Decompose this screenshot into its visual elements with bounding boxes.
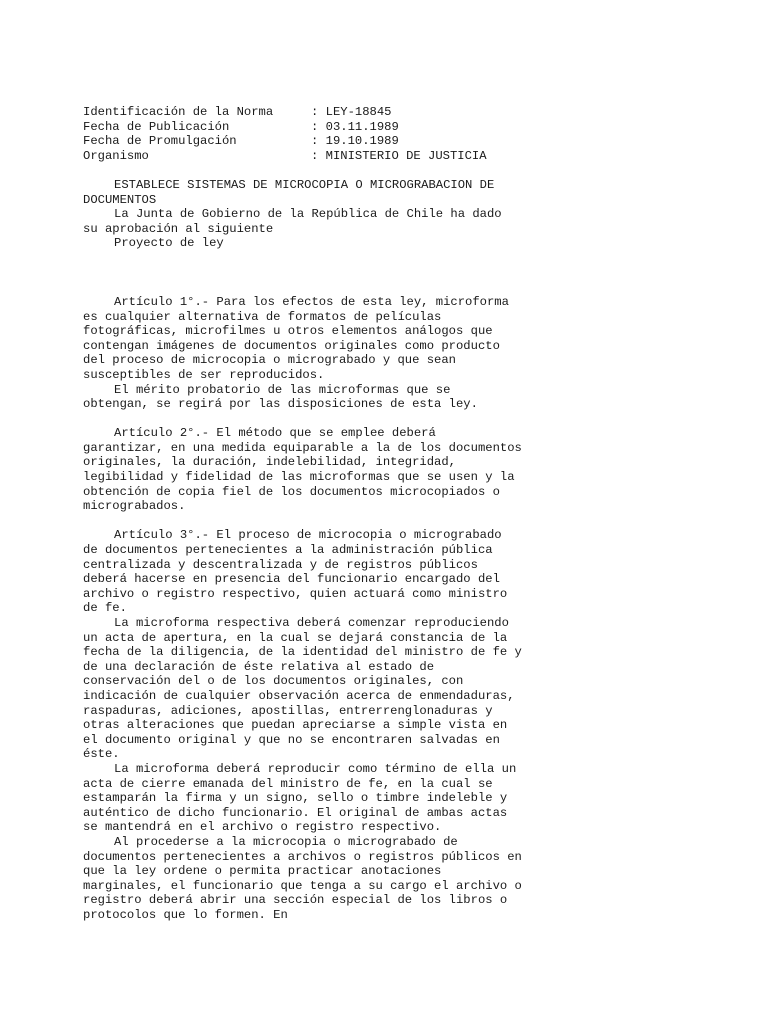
meta-value: : 19.10.1989	[311, 134, 399, 149]
meta-value: : 03.11.1989	[311, 119, 399, 134]
document-page	[83, 105, 523, 922]
meta-key: Identificación de la Norma	[83, 105, 274, 119]
intro-proyecto: Proyecto de ley	[114, 236, 224, 251]
meta-row-norma	[83, 105, 523, 120]
article-3-paragraph: Al procederse a la microcopia o micrograbado de documentos pertenecientes a archivos o registros públicos en que la ley ordene o permita practicar anotaciones marginales, el funcionario que tenga a su cargo el archivo o registro deberá abrir una sección especial de los libros o protocolos que lo formen. En	[83, 834, 522, 922]
metadata-block	[83, 105, 523, 163]
meta-value: : MINISTERIO DE JUSTICIA	[311, 148, 487, 163]
article-3	[83, 528, 523, 922]
intro-paragraph: La Junta de Gobierno de la República de Chile ha dado su aprobación al siguiente	[83, 207, 502, 236]
article-3-paragraph: La microforma respectiva deberá comenzar reproduciendo un acta de apertura, en la cual se dejará constancia de la fecha de la diligencia, de la identidad del ministro de fe y de una declaración de éste relativa al estado de conservación del o de los documentos originales, con indicación de cualquier observación acerca de enmendaduras, raspaduras, adiciones, apostillas, entrerrenglonaduras y otras alteraciones que puedan apreciarse a simple vista en el documento original y que no se encontraren salvadas en éste.	[83, 616, 522, 762]
article-2-paragraph: Artículo 2°.- El método que se emplee deberá garantizar, en una medida equiparable a la de los documentos originales, la duración, indelebilidad, integridad, legibilidad y fidelidad de las microformas que se usen y la obtención de copia fiel de los documentos microcopiados o micrograbados.	[83, 426, 522, 514]
meta-row-promulgacion	[83, 134, 523, 149]
meta-row-publicacion	[83, 120, 523, 135]
article-3-paragraph: Artículo 3°.- El proceso de microcopia o micrograbado de documentos pertenecientes a la administración pública centralizada y descentralizada y de registros públicos deberá hacerse en presencia del funcionario encargado del archivo o registro respectivo, quien actuará como ministro de fe.	[83, 528, 508, 616]
article-1	[83, 295, 523, 412]
article-1-paragraph: El mérito probatorio de las microformas que se obtengan, se regirá por las disposiciones de esta ley.	[83, 382, 478, 412]
meta-value: : LEY-18845	[311, 105, 392, 119]
law-title: ESTABLECE SISTEMAS DE MICROCOPIA O MICROGRABACION DE DOCUMENTOS	[83, 177, 495, 207]
article-3-paragraph: La microforma deberá reproducir como término de ella un acta de cierre emanada del ministro de fe, en la cual se estamparán la firma y un signo, sello o timbre indeleble y auténtico de dicho funcionario. El original de ambas actas se mantendrá en el archivo o registro respectivo.	[83, 761, 517, 835]
article-1-paragraph: Artículo 1°.- Para los efectos de esta ley, microforma es cualquier alternativa de formatos de películas fotográficas, microfilmes u otros elementos análogos que contengan imágenes de documentos originales como producto del proceso de microcopia o micrograbado y que sean susceptibles de ser reproducidos.	[83, 294, 509, 382]
meta-row-organismo	[83, 149, 523, 164]
meta-key: Fecha de Promulgación	[83, 134, 237, 149]
meta-key: Organismo	[83, 148, 149, 163]
article-2	[83, 426, 523, 514]
meta-key: Fecha de Publicación	[83, 119, 230, 134]
